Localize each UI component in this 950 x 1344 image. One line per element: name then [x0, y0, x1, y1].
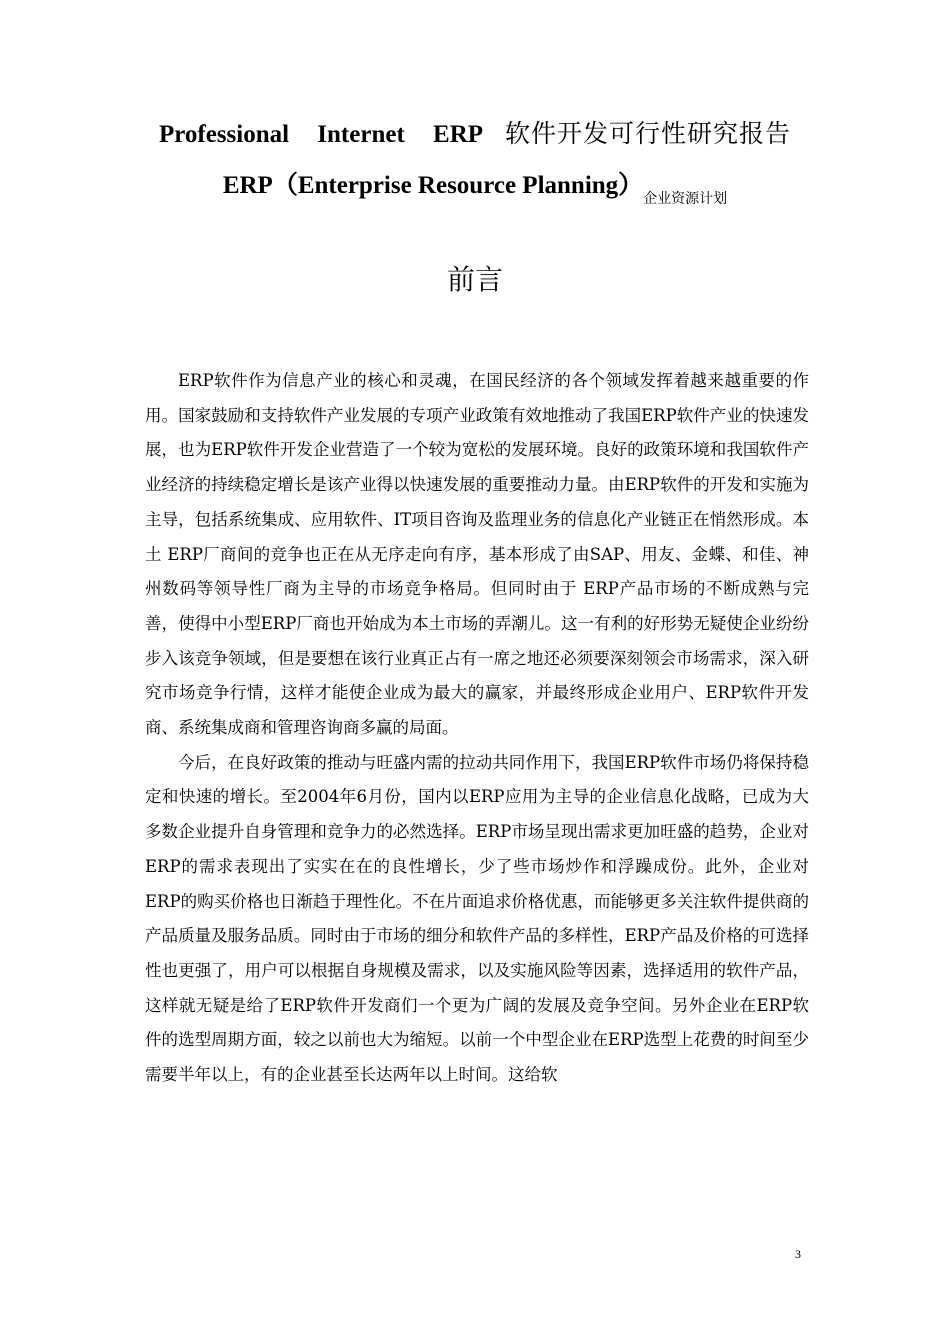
subtitle-chinese-part: 企业资源计划: [643, 191, 728, 207]
body-text: [145, 364, 809, 1093]
paragraph: 今后，在良好政策的推动与旺盛内需的拉动共同作用下，我国ERP软件市场仍将保持稳定和快速的增长。至2004年6月份，国内以ERP应用为主导的企业信息化战略，已成为大多数企业提升自身管理和竞争力的必然选择。ERP市场呈现出需求更加旺盛的趋势，企业对ERP的需求表现出了实实在在的良性增长，少了些市场炒作和浮躁成份。此外，企业对ERP的购买价格也日渐趋于理性化。不在片面追求价格优惠，而能够更多关注软件提供商的产品质量及服务品质。同时由于市场的细分和软件产品的多样性，ERP产品及价格的可选择性也更强了，用户可以根据自身规模及需求，以及实施风险等因素，选择适用的软件产品，这样就无疑是给了ERP软件开发商们一个更为广阔的发展及竞争空间。另外企业在ERP软件的选型周期方面，较之以前也大为缩短。以前一个中型企业在ERP选型上花费的时间至少需要半年以上，有的企业甚至长达两年以上时间。这给软: [145, 752, 809, 1085]
subtitle-latin-part: ERP（Enterprise Resource Planning）: [222, 172, 644, 199]
section-heading: 前言: [446, 263, 503, 296]
title-chinese-part: 软件开发可行性研究报告: [505, 119, 792, 148]
title-latin-part: Professional Internet ERP: [158, 121, 484, 148]
document-subtitle: [0, 166, 950, 219]
document-title: [0, 114, 950, 155]
page-number: 3: [795, 1247, 801, 1261]
paragraph: ERP软件作为信息产业的核心和灵魂，在国民经济的各个领域发挥着越来越重要的作用。国家鼓励和支持软件产业发展的专项产业政策有效地推动了我国ERP软件产业的快速发展，也为ERP软件开发企业营造了一个较为宽松的发展环境。良好的政策环境和我国软件产业经济的持续稳定增长是该产业得以快速发展的重要推动力量。由ERP软件的开发和实施为主导，包括系统集成、应用软件、IT项目咨询及监理业务的信息化产业链正在悄然形成。本土 ERP厂商间的竞争也正在从无序走向有序，基本形成了由SAP、用友、金蝶、和佳、神州数码等领导性厂商为主导的市场竞争格局。但同时由于 ERP产品市场的不断成熟与完善，使得中小型ERP厂商也开始成为本土市场的弄潮儿。这一有利的好形势无疑使企业纷纷步入该竞争领域，但是要想在该行业真正占有一席之地还必须要深刻领会市场需求，深入研究市场竞争行情，这样才能使企业成为最大的赢家，并最终形成企业用户、ERP软件开发商、系统集成商和管理咨询商多赢的局面。: [145, 371, 809, 738]
